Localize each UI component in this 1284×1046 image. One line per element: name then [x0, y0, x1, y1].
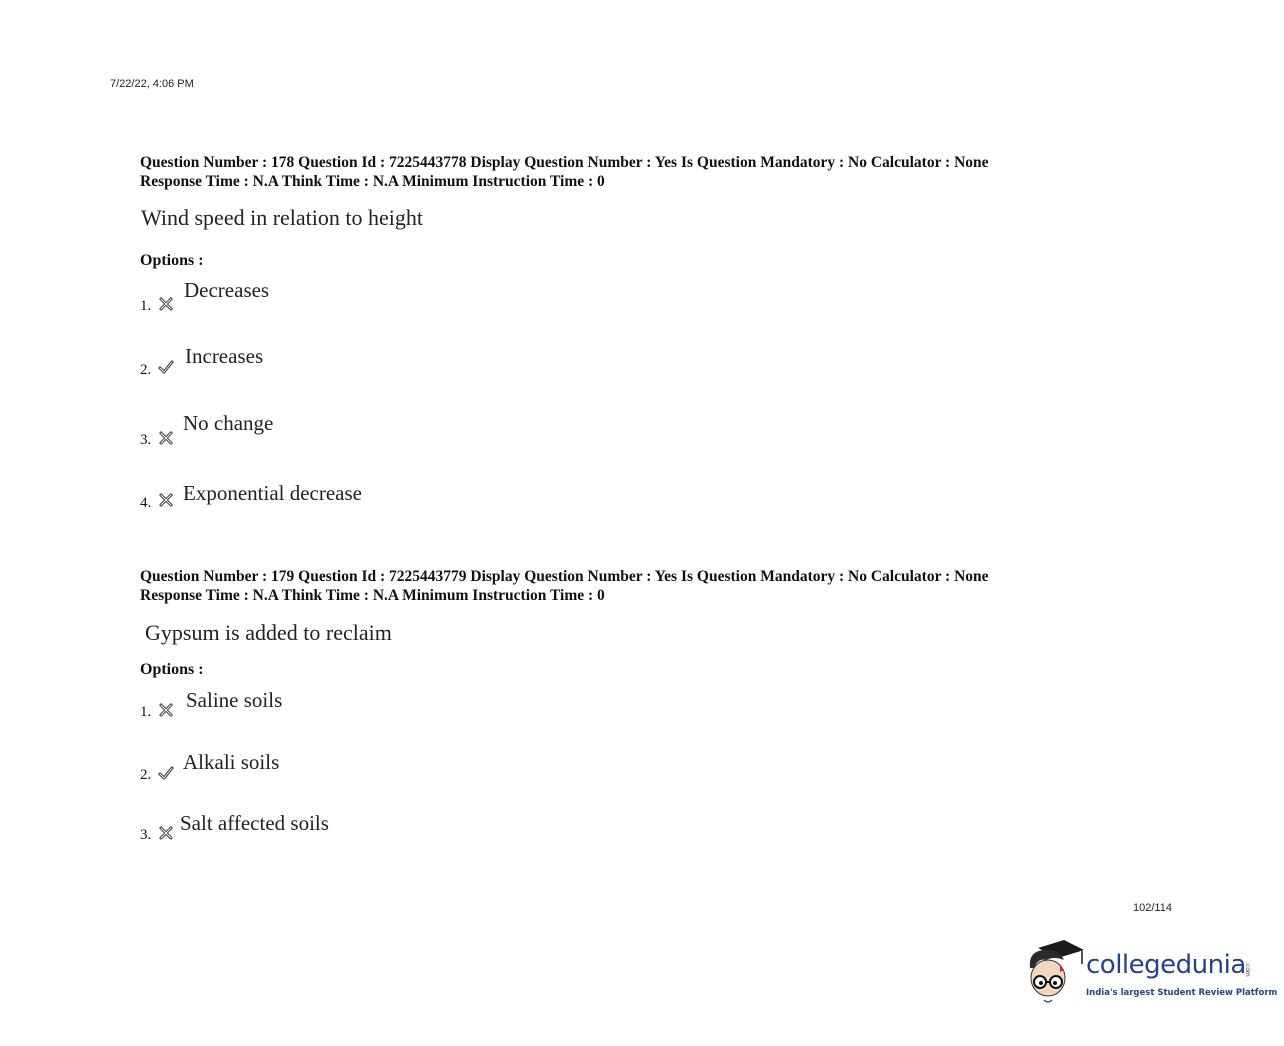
- option-number: 2.: [140, 767, 152, 783]
- wrong-icon: [158, 492, 174, 508]
- question-meta: [140, 567, 989, 605]
- brand-name: collegedunia: [1086, 950, 1246, 980]
- question-text: Wind speed in relation to height: [141, 205, 423, 230]
- brand-tagline: India's largest Student Review Platform: [1086, 988, 1278, 998]
- question-meta: [140, 153, 989, 191]
- correct-icon: [158, 765, 174, 781]
- option-text: Decreases: [184, 278, 270, 302]
- wrong-icon: [158, 296, 174, 312]
- question-meta-line2: Response Time : N.A Think Time : N.A Minimum Instruction Time : 0: [140, 173, 605, 190]
- option-text: Increases: [185, 344, 264, 368]
- option-text: No change: [183, 411, 274, 435]
- option-number: 4.: [140, 495, 152, 511]
- wrong-icon: [158, 430, 174, 446]
- option-item: [140, 411, 740, 451]
- option-item: [140, 344, 740, 384]
- wrong-icon: [158, 702, 174, 718]
- options-label: Options :: [140, 252, 204, 269]
- option-text: Saline soils: [186, 688, 283, 712]
- mascot-icon: [1024, 938, 1084, 1010]
- option-text: Exponential decrease: [183, 481, 362, 505]
- option-number: 2.: [140, 362, 152, 378]
- option-number: 3.: [140, 432, 152, 448]
- option-item: [140, 811, 740, 851]
- question-meta-line1: Question Number : 178 Question Id : 7225443778 Display Question Number : Yes Is Question Mandatory : No Calculator : None: [140, 154, 989, 171]
- option-text: Alkali soils: [183, 750, 280, 774]
- option-number: 1.: [140, 704, 152, 720]
- correct-icon: [158, 359, 174, 375]
- option-item: [140, 481, 740, 521]
- option-number: 1.: [140, 298, 152, 314]
- timestamp: 7/22/22, 4:06 PM: [110, 78, 194, 90]
- question-text: Gypsum is added to reclaim: [145, 620, 392, 645]
- options-label: Options :: [140, 661, 204, 678]
- page-number: 102/114: [1133, 902, 1172, 914]
- brand-logo: [1024, 938, 1278, 1010]
- option-item: [140, 750, 740, 790]
- question-meta-line1: Question Number : 179 Question Id : 7225443779 Display Question Number : Yes Is Question Mandatory : No Calculator : None: [140, 568, 989, 585]
- brand-dotcom: .com: [1244, 962, 1251, 977]
- wrong-icon: [158, 825, 174, 841]
- option-item: [140, 688, 740, 728]
- question-meta-line2: Response Time : N.A Think Time : N.A Minimum Instruction Time : 0: [140, 587, 605, 604]
- option-text: Salt affected soils: [180, 811, 329, 835]
- option-item: [140, 278, 740, 318]
- option-number: 3.: [140, 827, 152, 843]
